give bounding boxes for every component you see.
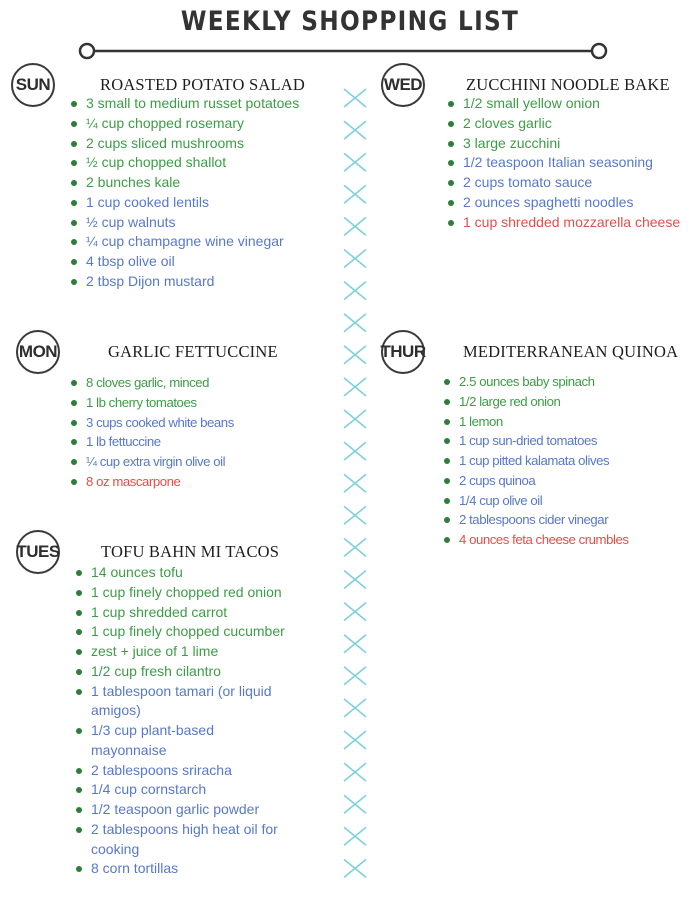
ingredient-item [75,622,290,642]
ingredient-list-wed [447,94,697,232]
bullet-icon [448,160,454,166]
ingredient-text: 1/4 cup olive oil [459,492,543,508]
ingredient-item [443,392,693,412]
x-mark-icon [344,153,366,171]
bullet-icon [448,220,454,226]
ingredient-item [70,252,330,272]
bullet-icon [448,200,454,206]
bullet-icon [76,866,82,872]
x-mark-icon [344,410,366,428]
x-mark-icon [344,121,366,139]
bullet-icon [76,807,82,813]
bullet-icon [448,180,454,186]
x-mark-icon [344,603,366,621]
ingredient-item [75,761,290,781]
x-mark-icon [344,827,366,845]
ingredient-item [447,213,697,233]
ingredient-text: 8 corn tortillas [91,860,179,877]
x-mark-icon [344,314,366,332]
ingredient-text: 1/2 cup fresh cilantro [91,662,221,679]
ingredient-text: 1 cup sun-dried tomatoes [459,433,598,449]
x-mark-icon [344,217,366,235]
ingredient-item [443,451,693,471]
ingredient-text: 4 tbsp olive oil [86,253,175,269]
ingredient-text: 1 lemon [459,413,503,429]
bullet-icon [76,570,82,576]
ingredient-list-thur [443,372,693,550]
ingredient-text: 14 ounces tofu [91,564,183,580]
ingredient-list-tues [75,563,290,879]
bullet-icon [76,787,82,793]
bullet-icon [71,101,77,107]
ingredient-item [75,642,290,662]
bullet-icon [71,380,77,386]
day-badge-mon: MON [16,330,60,374]
bullet-icon [71,439,77,445]
ingredient-text: 2 cloves garlic [463,114,552,131]
ingredient-text: 1 cup shredded carrot [91,603,228,620]
bullet-icon [71,200,77,206]
bullet-icon [444,379,450,385]
ingredient-item [70,153,330,173]
bullet-icon [444,438,450,444]
bullet-icon [444,498,450,504]
bullet-icon [76,669,82,675]
recipe-title-thur: MEDITERRANEAN QUINOA [463,342,679,361]
ingredient-text: 1/2 teaspoon garlic powder [91,801,260,817]
ingredient-list-sun [70,94,330,292]
ingredient-text: 1 cup finely chopped cucumber [91,623,285,640]
ingredient-text: 3 large zucchini [463,134,561,151]
bullet-icon [71,239,77,245]
ingredient-item [75,800,290,820]
ingredient-item [70,413,330,433]
recipe-title-tues: TOFU BAHN MI TACOS [101,542,280,561]
ingredient-item [447,134,697,154]
bullet-icon [71,420,77,426]
x-mark-icon [344,763,366,781]
ingredient-item [443,530,693,550]
ingredient-text: 3 cups cooked white beans [86,414,234,430]
x-mark-icon [344,731,366,749]
ingredient-item [447,193,697,213]
x-mark-icon [344,442,366,460]
day-badge-wed: WED [381,63,425,107]
ingredient-list-mon [70,373,330,492]
day-badge-sun: SUN [11,63,55,107]
bullet-icon [71,180,77,186]
ingredient-item [70,193,330,213]
ingredient-item [443,491,693,511]
ingredient-text: ¼ cup champagne wine vinegar [86,233,284,250]
bullet-icon [71,279,77,285]
ingredient-text: 2 tbsp Dijon mustard [86,272,215,289]
day-badge-tues: TUES [16,530,60,574]
bullet-icon [71,479,77,485]
bullet-icon [76,827,82,833]
ingredient-item [443,471,693,491]
ingredient-item [447,153,697,173]
ingredient-item [70,452,330,472]
ingredient-item [443,510,693,530]
ingredient-item [75,859,290,879]
x-mark-icon [344,185,366,203]
x-mark-icon [344,699,366,717]
ingredient-text: 2 cups tomato sauce [463,174,593,190]
ingredient-text: 1/2 large red onion [459,393,561,409]
ingredient-item [75,820,290,860]
bullet-icon [76,610,82,616]
divider-x-column [337,84,373,884]
page-title: WEEKLY SHOPPING LIST [180,6,520,37]
ingredient-text: 1 cup shredded mozzarella cheese [463,213,681,230]
recipe-title-sun: ROASTED POTATO SALAD [100,75,305,94]
ingredient-item [70,432,330,452]
ingredient-item [70,134,330,154]
ingredient-item [70,213,330,233]
bullet-icon [444,458,450,464]
bullet-icon [76,689,82,695]
bullet-icon [71,220,77,226]
bullet-icon [76,649,82,655]
bullet-icon [71,160,77,166]
ingredient-text: 4 ounces feta cheese crumbles [459,532,629,547]
x-mark-icon [344,89,366,107]
ingredient-text: 8 cloves garlic, minced [86,375,210,390]
bullet-icon [71,141,77,147]
bullet-icon [448,101,454,107]
ingredient-item [75,721,290,761]
ingredient-item [70,393,330,413]
ingredient-text: ¼ cup extra virgin olive oil [86,454,226,469]
ingredient-item [447,114,697,134]
bullet-icon [76,768,82,774]
ingredient-text: 1 tablespoon tamari (or liquid amigos) [91,682,272,719]
ingredient-text: 2 cups sliced mushrooms [86,134,244,151]
bullet-icon [76,629,82,635]
x-mark-icon [344,378,366,396]
bullet-icon [444,478,450,484]
x-mark-icon [344,506,366,524]
x-mark-icon [344,474,366,492]
ingredient-text: 1 lb cherry tomatoes [86,394,197,410]
ingredient-item [70,472,330,492]
x-mark-icon [344,282,366,300]
ingredient-item [70,114,330,134]
ingredient-text: 1/2 small yellow onion [463,95,600,111]
ingredient-item [443,372,693,392]
ingredient-text: 1 cup pitted kalamata olives [459,453,610,468]
ingredient-item [447,94,697,114]
ingredient-text: 2 tablespoons sriracha [91,761,232,778]
ingredient-text: 1/2 teaspoon Italian seasoning [463,154,653,171]
ingredient-item [75,603,290,623]
bullet-icon [444,517,450,523]
bullet-icon [76,728,82,734]
bullet-icon [71,259,77,265]
bullet-icon [71,459,77,465]
ingredient-text: 1 cup cooked lentils [86,193,209,210]
x-mark-icon [344,635,366,653]
bullet-icon [71,121,77,127]
ingredient-text: 2 cups quinoa [459,472,536,488]
ingredient-text: 2 tablespoons cider vinegar [459,512,609,528]
x-mark-icon [344,250,366,268]
bullet-icon [444,419,450,425]
ingredient-text: 1/3 cup plant-based mayonnaise [91,722,214,758]
day-badge-thur: THUR [381,330,425,374]
ingredient-item [447,173,697,193]
ingredient-text: 2.5 ounces baby spinach [459,374,595,389]
ingredient-item [70,94,330,114]
bullet-icon [76,590,82,596]
ingredient-text: 3 small to medium russet potatoes [86,95,300,111]
recipe-title-mon: GARLIC FETTUCCINE [108,342,278,361]
recipe-title-wed: ZUCCHINI NOODLE BAKE [466,75,670,94]
bullet-icon [444,399,450,405]
title-rule [78,41,608,61]
ingredient-item [70,373,330,393]
bullet-icon [448,141,454,147]
ingredient-item [443,412,693,432]
ingredient-item [75,682,290,722]
ingredient-text: 1 lb fettuccine [86,434,161,450]
ingredient-text: 1/4 cup cornstarch [91,781,207,798]
bullet-icon [444,537,450,543]
ingredient-text: 2 tablespoons high heat oil for cooking [91,820,278,857]
ingredient-text: zest + juice of 1 lime [91,643,219,659]
ingredient-text: ¼ cup chopped rosemary [86,114,244,131]
x-mark-icon [344,795,366,813]
bullet-icon [71,400,77,406]
bullet-icon [448,121,454,127]
x-mark-icon [344,346,366,364]
ingredient-text: 2 ounces spaghetti noodles [463,193,634,210]
ingredient-item [75,662,290,682]
ingredient-text: ½ cup walnuts [86,213,176,230]
x-mark-icon [344,667,366,685]
ingredient-item [70,232,330,252]
ingredient-item [75,583,290,603]
ingredient-text: 8 oz mascarpone [86,473,181,489]
x-mark-icon [344,571,366,589]
ingredient-text: ½ cup chopped shallot [86,154,227,171]
ingredient-item [75,780,290,800]
ingredient-text: 2 bunches kale [86,174,181,190]
x-mark-icon [344,859,366,877]
ingredient-item [70,272,330,292]
ingredient-item [443,431,693,451]
ingredient-item [70,173,330,193]
ingredient-item [75,563,290,583]
x-mark-icon [344,538,366,556]
ingredient-text: 1 cup finely chopped red onion [91,583,282,600]
